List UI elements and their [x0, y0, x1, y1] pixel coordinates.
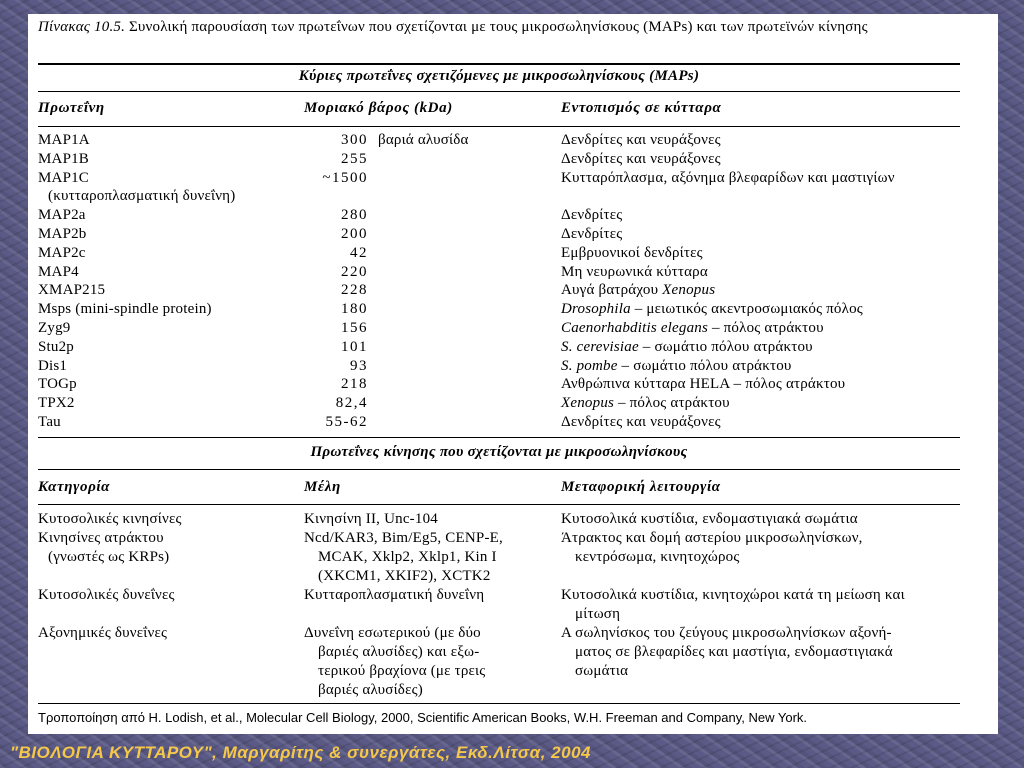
- motor-cell-function: Α σωληνίσκος του ζεύγους μικροσωληνίσκων αξονή-: [561, 625, 892, 641]
- rule: [38, 504, 960, 505]
- maps-cell-location: Δενδρίτες και νευράξονες: [561, 150, 721, 167]
- maps-cell-mw: 156: [341, 320, 368, 336]
- motor-cell-members: τερικού βραχίονα (με τρεις: [318, 663, 486, 679]
- motor-cell-category: Κινησίνες ατράκτου: [38, 530, 164, 546]
- motor-cell-members: MCAK, Xklp2, Xklp1, Kin I: [318, 549, 497, 565]
- rule: [38, 63, 960, 65]
- maps-cell-protein: MAP4: [38, 263, 79, 280]
- motor-header-function: Μεταφορική λειτουργία: [561, 479, 721, 495]
- table-caption: [38, 18, 978, 37]
- maps-cell-protein: MAP2c: [38, 244, 86, 261]
- maps-cell-protein: Dis1: [38, 357, 68, 374]
- maps-cell-mw: 82,4: [335, 395, 368, 412]
- maps-cell-location: Drosophila – μειωτικός ακεντροσωμιακός πόλος: [561, 301, 863, 318]
- motor-cell-category: Αξονημικές δυνεΐνες: [38, 625, 168, 641]
- species-name: Drosophila: [561, 301, 631, 318]
- maps-cell-mw: ~1500: [322, 169, 368, 186]
- maps-cell-protein: TOGp: [38, 376, 77, 393]
- motor-cell-members: Κινησίνη II, Unc-104: [304, 511, 438, 527]
- maps-cell-location: S. cerevisiae – σωμάτιο πόλου ατράκτου: [561, 338, 813, 355]
- maps-cell-mw: 180: [341, 301, 368, 318]
- maps-cell-location: S. pombe – σωμάτιο πόλου ατράκτου: [561, 357, 792, 374]
- maps-cell-mw: 218: [341, 376, 368, 393]
- maps-cell-mw: 200: [341, 226, 368, 242]
- caption-text: Συνολική παρουσίαση των πρωτεΐνων που σχετίζονται με τους μικροσωληνίσκους (MAPs) και των πρωτεϊνών κίνησης: [125, 19, 868, 35]
- species-name: Xenopus: [662, 282, 716, 299]
- maps-cell-location: Κυτταρόπλασμα, αξόνημα βλεφαρίδων και μαστιγίων: [561, 169, 895, 186]
- rule: [38, 469, 960, 470]
- maps-cell-location: Μη νευρωνικά κύτταρα: [561, 263, 708, 280]
- maps-cell-mw: 101: [341, 338, 368, 355]
- maps-cell-mw: 220: [341, 263, 368, 280]
- motor-cell-members: Δυνεΐνη εσωτερικού (με δύο: [304, 625, 481, 641]
- motor-section-title: Πρωτεΐνες κίνησης που σχετίζονται με μικροσωληνίσκους: [310, 444, 688, 460]
- maps-cell-protein: MAP1A: [38, 132, 90, 148]
- maps-cell-location: Xenopus – πόλος ατράκτου: [561, 395, 730, 412]
- maps-cell-mw: 55-62: [325, 414, 368, 430]
- maps-cell-protein: Msps (mini-spindle protein): [38, 301, 212, 318]
- rule: [38, 91, 960, 92]
- maps-cell-location: Ανθρώπινα κύτταρα HELA – πόλος ατράκτου: [561, 376, 846, 393]
- motor-header-category: Κατηγορία: [38, 479, 111, 495]
- motor-cell-function: Άτρακτος και δομή αστερίου μικροσωληνίσκων,: [561, 530, 863, 546]
- source-footnote: Τροποποίηση από H. Lodish, et al., Molecular Cell Biology, 2000, Scientific American Books, W.H. Freeman and Company, New York.: [38, 710, 808, 725]
- motor-header-members: Μέλη: [304, 479, 341, 495]
- maps-cell-protein: Stu2p: [38, 338, 75, 355]
- maps-cell-location: Εμβρυονικοί δενδρίτες: [561, 244, 703, 261]
- motor-cell-category: Κυτοσολικές κινησίνες: [38, 511, 182, 527]
- motor-cell-members: βαριές αλυσίδες) και εξω-: [318, 644, 480, 660]
- maps-header-mw: Μοριακό βάρος (kDa): [304, 100, 453, 116]
- maps-cell-protein: MAP2a: [38, 207, 86, 224]
- maps-cell-protein: TPX2: [38, 395, 75, 412]
- species-name: Xenopus: [561, 395, 615, 412]
- maps-cell-location: Δενδρίτες και νευράξονες: [561, 132, 721, 148]
- table-page: [28, 14, 998, 734]
- maps-cell-location: Δενδρίτες και νευράξονες: [561, 414, 721, 430]
- motor-cell-function: κεντρόσωμα, κινητοχώρος: [575, 549, 740, 565]
- rule: [38, 703, 960, 704]
- maps-section-title: Κύριες πρωτεΐνες σχετιζόμενες με μικροσωληνίσκους (MAPs): [298, 68, 700, 84]
- motor-cell-members: Κυτταροπλασματική δυνεΐνη: [304, 587, 485, 603]
- species-name: S. pombe: [561, 357, 618, 374]
- maps-cell-location: Αυγά βατράχου Xenopus: [561, 282, 716, 299]
- motor-cell-function: μίτωση: [575, 606, 621, 622]
- maps-cell-protein: (κυτταροπλασματική δυνεΐνη): [48, 188, 236, 205]
- maps-cell-mw: 93: [350, 357, 368, 374]
- maps-cell-location: Caenorhabditis elegans – πόλος ατράκτου: [561, 320, 824, 336]
- maps-cell-protein: XMAP215: [38, 282, 106, 299]
- maps-cell-protein: Tau: [38, 414, 61, 430]
- table-label: Πίνακας 10.5.: [38, 19, 126, 35]
- rule: [38, 126, 960, 127]
- maps-header-protein: Πρωτεΐνη: [38, 100, 105, 116]
- maps-cell-mw: 42: [350, 244, 368, 261]
- maps-cell-mw: 300: [341, 132, 368, 148]
- motor-cell-members: βαριές αλυσίδες): [318, 682, 423, 698]
- maps-cell-location: Δενδρίτες: [561, 207, 623, 224]
- motor-cell-members: Ncd/KAR3, Bim/Eg5, CENP-E,: [304, 530, 503, 546]
- maps-cell-location: Δενδρίτες: [561, 226, 623, 242]
- motor-cell-category: (γνωστές ως KRPs): [48, 549, 170, 565]
- motor-cell-category: Κυτοσολικές δυνεΐνες: [38, 587, 175, 603]
- slide-footer: "ΒΙΟΛΟΓΙΑ ΚΥΤΤΑΡΟΥ", Μαργαρίτης & συνεργάτες, Εκδ.Λίτσα, 2004: [10, 743, 591, 762]
- motor-cell-members: (XKCM1, XKIF2), XCTK2: [318, 568, 491, 584]
- rule: [38, 437, 960, 438]
- motor-cell-function: ματος σε βλεφαρίδες και μαστίγια, ενδομαστιγιακά: [575, 644, 893, 660]
- maps-cell-mw: 228: [341, 282, 368, 299]
- motor-cell-function: σωμάτια: [575, 663, 629, 679]
- maps-cell-protein: Zyg9: [38, 320, 71, 336]
- maps-cell-note: βαριά αλυσίδα: [378, 132, 469, 148]
- species-name: S. cerevisiae: [561, 338, 639, 355]
- motor-cell-function: Κυτοσολικά κυστίδια, κινητοχώροι κατά τη μείωση και: [561, 587, 905, 603]
- maps-cell-protein: MAP1B: [38, 150, 90, 167]
- maps-cell-protein: MAP1C: [38, 169, 90, 186]
- maps-cell-protein: MAP2b: [38, 226, 87, 242]
- motor-cell-function: Κυτοσολικά κυστίδια, ενδομαστιγιακά σωμάτια: [561, 511, 858, 527]
- maps-header-location: Εντοπισμός σε κύτταρα: [561, 100, 722, 116]
- species-name: Caenorhabditis elegans: [561, 320, 709, 336]
- maps-cell-mw: 255: [341, 150, 368, 167]
- maps-cell-mw: 280: [341, 207, 368, 224]
